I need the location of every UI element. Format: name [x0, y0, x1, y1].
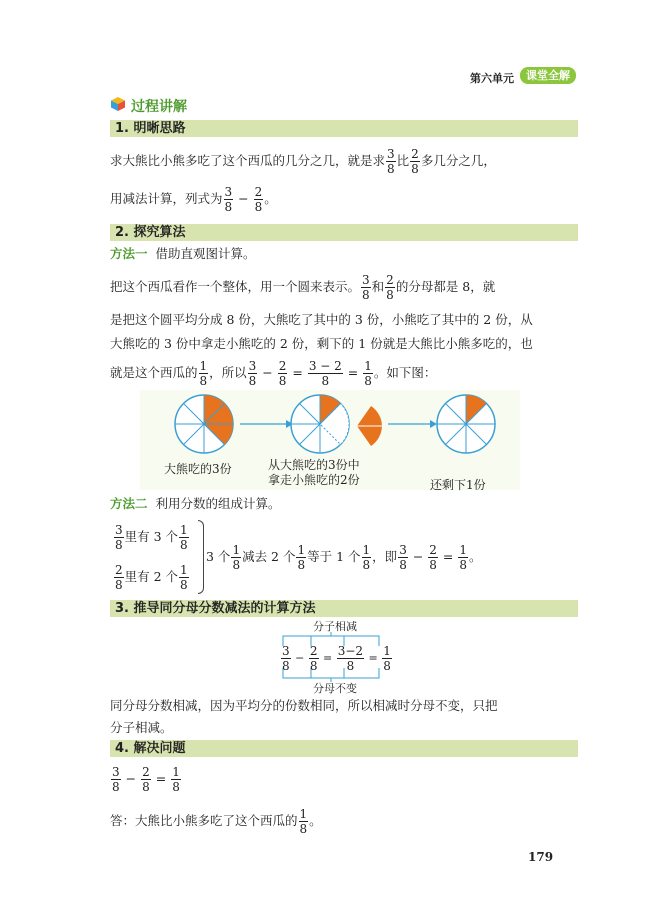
caption-1: 大熊吃的3份 — [164, 462, 232, 476]
s4-answer: 答：大熊比小熊多吃了这个西瓜的 $\frac{1}{8}$ 。 — [110, 807, 322, 836]
label-numerator-subtract: 分子相减 — [313, 620, 357, 633]
circle-removed-2 — [291, 395, 349, 453]
s3-t2: 分子相减。 — [110, 720, 173, 735]
section-2-bar — [110, 224, 578, 241]
cube-icon — [110, 96, 126, 112]
section-3-bar — [110, 600, 578, 617]
s3-t1: 同分母分数相减，因为平均分的份数相同，所以相减时分母不变，只把 — [110, 698, 498, 713]
frac-3-8: $\frac{3}{8}$ — [387, 147, 395, 176]
section-1-bar — [110, 120, 578, 137]
unit-badge: 课堂全解 — [520, 67, 576, 84]
formula: $\frac{3}{8}$ − $\frac{2}{8}$ = $\frac{3-2}{8}$ = $\frac{1}{8}$ — [282, 644, 391, 673]
m2-b2: $\frac{2}{8}$ 里有 2 个 $\frac{1}{8}$ — [115, 563, 188, 592]
label-denominator-same: 分母不变 — [313, 682, 357, 695]
s2-p1: 把这个西瓜看作一个整体，用一个圆来表示。 $\frac{3}{8}$ 和 $\frac{2}{8}$ 的分母都是 8，就 — [110, 273, 496, 302]
frac-2-8: $\frac{2}{8}$ — [411, 147, 419, 176]
section-4-title: 4. 解决问题 — [115, 741, 186, 756]
m2-result: 3 个 $\frac{1}{8}$ 减去 2 个 $\frac{1}{8}$ 等于 1 个 $\frac{1}{8}$ ，即 $\frac{3}{8}$ − $\frac{2}{8}$ = $\frac{1}{8}$ 。 — [206, 543, 482, 572]
caption-3: 还剩下1份 — [430, 478, 486, 492]
section-2-title: 2. 探究算法 — [115, 225, 186, 240]
section-4-bar — [110, 740, 578, 757]
caption-2: 从大熊吃的3份中 拿走小熊吃的2份 — [268, 458, 360, 487]
s1-line-1: 求大熊比小熊多吃了这个西瓜的几分之几，就是求 $\frac{3}{8}$ 比 $\frac{2}{8}$ 多几分之几， — [110, 147, 496, 176]
unit-label: 第六单元 — [470, 72, 514, 85]
section-title: 过程讲解 — [131, 99, 187, 115]
brace — [198, 520, 204, 594]
s2-p2: 是把这个圆平均分成 8 份，大熊吃了其中的 3 份，小熊吃了其中的 2 份，从 — [110, 312, 533, 327]
section-3-title: 3. 推导同分母分数减法的计算方法 — [115, 601, 316, 616]
s4-equation: $\frac{3}{8}$ − $\frac{2}{8}$ = $\frac{1}{8}$ — [112, 765, 180, 794]
method-2: 方法二 利用分数的组成计算。 — [110, 496, 281, 511]
circle-remaining-1 — [437, 395, 495, 453]
s2-p3: 大熊吃的 3 份中拿走小熊吃的 2 份，剩下的 1 份就是大熊比小熊多吃的，也 — [110, 336, 533, 351]
method-1: 方法一 借助直观图计算。 — [110, 246, 256, 261]
s1-line-2: 用减法计算，列式为 $\frac{3}{8}$ − $\frac{2}{8}$ 。 — [110, 185, 277, 214]
s2-p4: 就是这个西瓜的 $\frac{1}{8}$ ，所以 $\frac{3}{8}$ − $\frac{2}{8}$ = $\frac{3 - 2}{8}$ = $\frac{1}{8}$ 。如下图： — [110, 359, 437, 388]
page-number: 179 — [528, 850, 554, 864]
circle-eaten-3 — [175, 395, 233, 453]
section-1-title: 1. 明晰思路 — [115, 121, 186, 136]
m2-b1: $\frac{3}{8}$ 里有 3 个 $\frac{1}{8}$ — [115, 523, 188, 552]
